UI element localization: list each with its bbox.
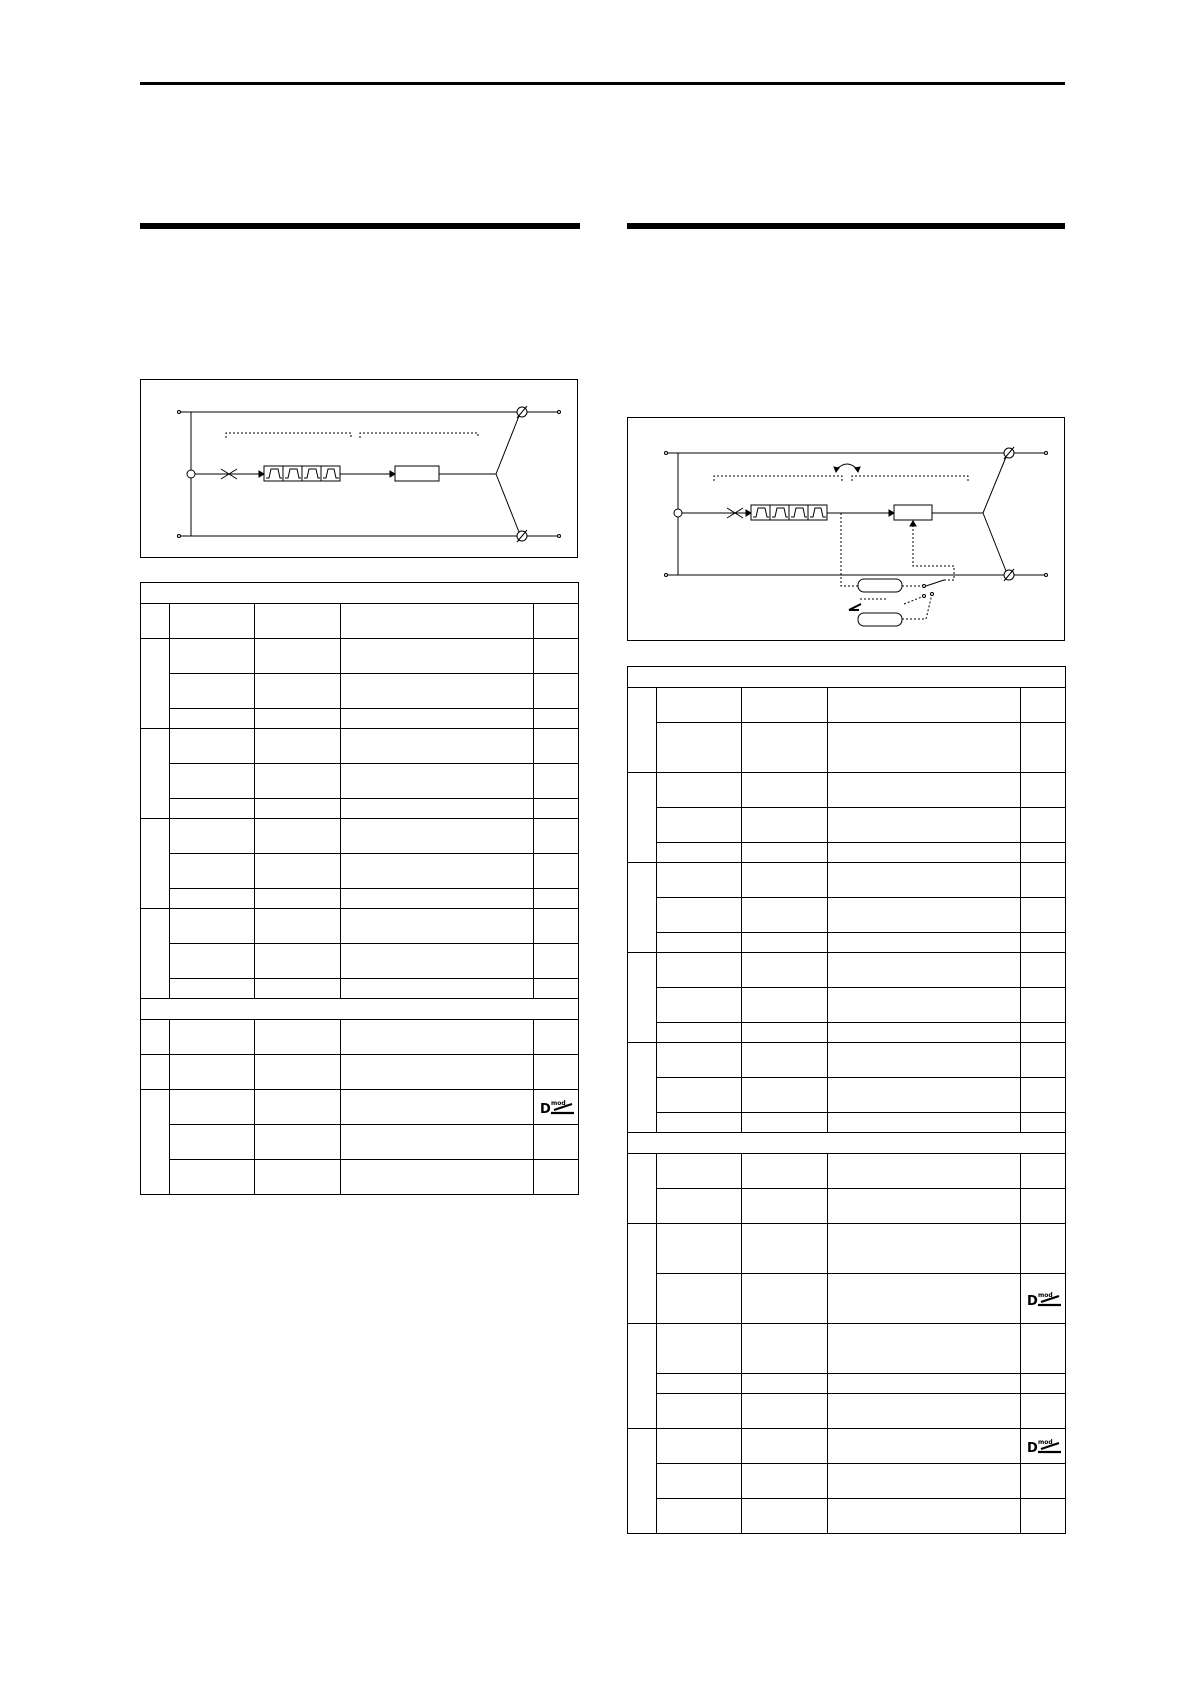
table-cell: [255, 639, 341, 674]
table-cell: [1021, 1189, 1066, 1224]
dmod-icon: [1027, 1290, 1063, 1308]
table-cell: [828, 1429, 1021, 1464]
header-rule: [140, 82, 1065, 85]
table-row: [628, 1154, 1066, 1189]
table-row: [628, 1043, 1066, 1078]
table-cell: [255, 674, 341, 709]
table-cell: [742, 773, 828, 808]
table-cell: [742, 1043, 828, 1078]
table-index-cell: [628, 1043, 657, 1133]
table-cell: [255, 1090, 341, 1125]
table-cell: [170, 799, 255, 819]
table-header-cell: [742, 688, 828, 723]
svg-text:mod: mod: [1038, 1439, 1053, 1446]
table-cell: [534, 854, 579, 889]
table-row: [141, 1160, 579, 1195]
table-cell: [828, 1274, 1021, 1324]
table-cell: [1021, 1224, 1066, 1274]
table-cell: [657, 1324, 742, 1374]
table-row: [628, 988, 1066, 1023]
table-cell: [170, 1090, 255, 1125]
table-cell: [534, 729, 579, 764]
table-cell: [657, 1078, 742, 1113]
table-row: [141, 854, 579, 889]
table-cell: [828, 933, 1021, 953]
table-cell: [341, 709, 534, 729]
svg-text:mod: mod: [1038, 1291, 1053, 1299]
table-cell: [828, 1023, 1021, 1043]
table-row: [141, 799, 579, 819]
table-cell: [742, 1429, 828, 1464]
table-row: [628, 808, 1066, 843]
table-cell: [657, 988, 742, 1023]
table-cell: [534, 1125, 579, 1160]
table-index-cell: [628, 773, 657, 863]
table-row: [628, 1078, 1066, 1113]
table-group-row: [141, 583, 579, 604]
table-cell: [341, 1090, 534, 1125]
table-row: [628, 1374, 1066, 1394]
table-cell: [170, 889, 255, 909]
table-cell: [828, 953, 1021, 988]
table-cell: [1021, 1113, 1066, 1133]
table-row: [141, 729, 579, 764]
table-cell: [341, 819, 534, 854]
table-header-cell: [141, 604, 170, 639]
table-index-cell: [628, 1154, 657, 1224]
table-cell: [657, 1274, 742, 1324]
table-index-cell: [141, 819, 170, 909]
table-cell: [657, 1189, 742, 1224]
table-cell: [828, 723, 1021, 773]
table-cell: [657, 1224, 742, 1274]
table-row: [628, 1113, 1066, 1133]
table-cell: [828, 1324, 1021, 1374]
table-cell: [828, 1374, 1021, 1394]
table-row: [141, 819, 579, 854]
table-cell: [255, 944, 341, 979]
table-cell: [742, 1274, 828, 1324]
table-group-cell: [628, 1133, 1066, 1154]
table-row: [141, 709, 579, 729]
table-header-cell: [341, 604, 534, 639]
right-parameter-table: [627, 666, 1066, 1534]
table-cell: [1021, 988, 1066, 1023]
table-index-cell: [141, 1055, 170, 1090]
table-cell: [742, 1078, 828, 1113]
table-cell: [1021, 863, 1066, 898]
table-row: [628, 1464, 1066, 1499]
table-cell: [170, 854, 255, 889]
table-cell: [534, 889, 579, 909]
table-cell: [1021, 1154, 1066, 1189]
table-cell: [170, 1020, 255, 1055]
table-cell: [170, 674, 255, 709]
table-cell: [534, 944, 579, 979]
table-header-row: [628, 688, 1066, 723]
svg-text:D: D: [540, 1102, 551, 1116]
table-cell: [742, 1499, 828, 1534]
table-row: [628, 1224, 1066, 1274]
table-index-cell: [628, 1429, 657, 1534]
table-cell: [742, 723, 828, 773]
table-cell: [341, 909, 534, 944]
table-cell: [1021, 808, 1066, 843]
table-cell: [657, 1043, 742, 1078]
table-cell: [1021, 1464, 1066, 1499]
table-cell: [742, 808, 828, 843]
table-cell: [341, 944, 534, 979]
table-group-row: [628, 667, 1066, 688]
table-cell: [828, 898, 1021, 933]
table-header-row: [141, 604, 579, 639]
table-cell: [828, 988, 1021, 1023]
table-cell: [657, 953, 742, 988]
table-cell: [170, 729, 255, 764]
table-row: [628, 863, 1066, 898]
table-cell: [1021, 1324, 1066, 1374]
table-cell: [534, 979, 579, 999]
table-cell: [1021, 1429, 1066, 1464]
table-cell: [534, 1090, 579, 1125]
right-block-diagram: [628, 418, 1063, 639]
table-cell: [742, 1113, 828, 1133]
table-cell: [742, 1023, 828, 1043]
table-cell: [534, 1160, 579, 1195]
right-block-diagram-panel: [627, 417, 1065, 641]
table-cell: [255, 1020, 341, 1055]
table-cell: [1021, 1274, 1066, 1324]
table-cell: [1021, 953, 1066, 988]
table-cell: [828, 1224, 1021, 1274]
table-index-cell: [628, 1324, 657, 1429]
table-cell: [657, 1154, 742, 1189]
table-cell: [657, 843, 742, 863]
table-index-cell: [141, 729, 170, 819]
table-cell: [742, 953, 828, 988]
table-cell: [828, 1464, 1021, 1499]
table-cell: [170, 639, 255, 674]
table-cell: [255, 854, 341, 889]
table-cell: [1021, 723, 1066, 773]
table-cell: [657, 1429, 742, 1464]
table-header-cell: [170, 604, 255, 639]
table-cell: [534, 1055, 579, 1090]
table-index-cell: [141, 1090, 170, 1195]
dmod-icon: [540, 1098, 576, 1116]
table-row: [628, 898, 1066, 933]
table-cell: [657, 933, 742, 953]
table-group-cell: [141, 583, 579, 604]
table-header-cell: [1021, 688, 1066, 723]
left-section-rule: [140, 223, 580, 229]
table-cell: [828, 843, 1021, 863]
table-group-row: [628, 1133, 1066, 1154]
table-row: [628, 1189, 1066, 1224]
table-cell: [828, 773, 1021, 808]
table-cell: [1021, 898, 1066, 933]
table-cell: [255, 764, 341, 799]
table-cell: [657, 1113, 742, 1133]
table-cell: [534, 1020, 579, 1055]
table-cell: [657, 808, 742, 843]
table-group-cell: [141, 999, 579, 1020]
table-row: [628, 1023, 1066, 1043]
table-cell: [742, 1154, 828, 1189]
table-index-cell: [628, 688, 657, 773]
table-header-cell: [657, 688, 742, 723]
table-cell: [742, 1324, 828, 1374]
table-cell: [341, 889, 534, 909]
table-row: [628, 1499, 1066, 1534]
table-cell: [657, 1499, 742, 1534]
table-row: [141, 909, 579, 944]
table-row: [141, 979, 579, 999]
table-cell: [657, 773, 742, 808]
table-row: [628, 1394, 1066, 1429]
table-cell: [742, 1224, 828, 1274]
table-row: [628, 1429, 1066, 1464]
right-section-rule: [627, 223, 1065, 229]
table-index-cell: [141, 1020, 170, 1055]
table-row: [628, 773, 1066, 808]
table-cell: [1021, 1078, 1066, 1113]
table-cell: [657, 898, 742, 933]
table-cell: [341, 854, 534, 889]
table-cell: [255, 979, 341, 999]
table-row: [628, 1324, 1066, 1374]
table-cell: [742, 1394, 828, 1429]
table-cell: [341, 1160, 534, 1195]
table-cell: [255, 709, 341, 729]
table-cell: [534, 709, 579, 729]
table-row: [141, 889, 579, 909]
table-row: [141, 944, 579, 979]
svg-text:D: D: [1027, 1441, 1038, 1455]
table-cell: [657, 1374, 742, 1394]
table-cell: [534, 799, 579, 819]
table-cell: [742, 1464, 828, 1499]
table-index-cell: [628, 1224, 657, 1324]
table-row: [141, 639, 579, 674]
table-row: [628, 933, 1066, 953]
table-cell: [1021, 1023, 1066, 1043]
table-header-cell: [828, 688, 1021, 723]
table-cell: [341, 764, 534, 799]
table-cell: [341, 674, 534, 709]
table-cell: [1021, 843, 1066, 863]
left-block-diagram-panel: [140, 379, 578, 558]
table-cell: [657, 863, 742, 898]
table-index-cell: [141, 639, 170, 729]
table-cell: [828, 863, 1021, 898]
table-index-cell: [628, 953, 657, 1043]
table-cell: [534, 639, 579, 674]
table-cell: [170, 944, 255, 979]
table-cell: [255, 1055, 341, 1090]
table-cell: [742, 988, 828, 1023]
table-cell: [341, 639, 534, 674]
table-cell: [828, 1499, 1021, 1534]
table-cell: [255, 1160, 341, 1195]
table-cell: [255, 729, 341, 764]
table-cell: [742, 1374, 828, 1394]
table-cell: [828, 1043, 1021, 1078]
table-cell: [341, 799, 534, 819]
dmod-icon: [1027, 1437, 1063, 1455]
table-cell: [1021, 1499, 1066, 1534]
left-block-diagram: [141, 380, 576, 556]
table-cell: [255, 889, 341, 909]
table-cell: [657, 1394, 742, 1429]
table-cell: [534, 764, 579, 799]
table-cell: [828, 1078, 1021, 1113]
table-cell: [742, 1189, 828, 1224]
table-cell: [828, 808, 1021, 843]
table-cell: [1021, 933, 1066, 953]
table-cell: [534, 909, 579, 944]
table-cell: [828, 1154, 1021, 1189]
table-cell: [341, 729, 534, 764]
table-cell: [255, 909, 341, 944]
svg-text:D: D: [1027, 1293, 1038, 1308]
table-row: [628, 1274, 1066, 1324]
table-cell: [341, 1125, 534, 1160]
table-cell: [341, 979, 534, 999]
table-row: [141, 674, 579, 709]
table-cell: [170, 819, 255, 854]
table-cell: [341, 1055, 534, 1090]
table-row: [141, 1055, 579, 1090]
table-row: [628, 723, 1066, 773]
table-group-row: [141, 999, 579, 1020]
table-cell: [170, 979, 255, 999]
left-parameter-table: [140, 582, 579, 1195]
table-cell: [170, 1055, 255, 1090]
table-cell: [828, 1189, 1021, 1224]
table-cell: [657, 1023, 742, 1043]
table-cell: [534, 674, 579, 709]
table-row: [628, 953, 1066, 988]
table-header-cell: [255, 604, 341, 639]
table-cell: [828, 1113, 1021, 1133]
table-row: [141, 1090, 579, 1125]
table-cell: [255, 1125, 341, 1160]
table-index-cell: [141, 909, 170, 999]
table-cell: [742, 933, 828, 953]
table-index-cell: [628, 863, 657, 953]
table-cell: [170, 909, 255, 944]
table-cell: [170, 1125, 255, 1160]
table-row: [141, 764, 579, 799]
table-cell: [828, 1394, 1021, 1429]
table-cell: [657, 1464, 742, 1499]
table-cell: [657, 723, 742, 773]
table-cell: [170, 764, 255, 799]
table-header-cell: [534, 604, 579, 639]
table-cell: [255, 819, 341, 854]
table-cell: [1021, 1374, 1066, 1394]
table-row: [628, 843, 1066, 863]
table-cell: [1021, 1043, 1066, 1078]
table-cell: [255, 799, 341, 819]
table-cell: [742, 863, 828, 898]
table-row: [141, 1020, 579, 1055]
table-cell: [341, 1020, 534, 1055]
table-cell: [534, 819, 579, 854]
svg-text:mod: mod: [551, 1100, 566, 1107]
table-cell: [1021, 1394, 1066, 1429]
table-cell: [170, 709, 255, 729]
table-row: [141, 1125, 579, 1160]
table-cell: [1021, 773, 1066, 808]
table-cell: [742, 898, 828, 933]
table-cell: [170, 1160, 255, 1195]
table-group-cell: [628, 667, 1066, 688]
table-cell: [742, 843, 828, 863]
